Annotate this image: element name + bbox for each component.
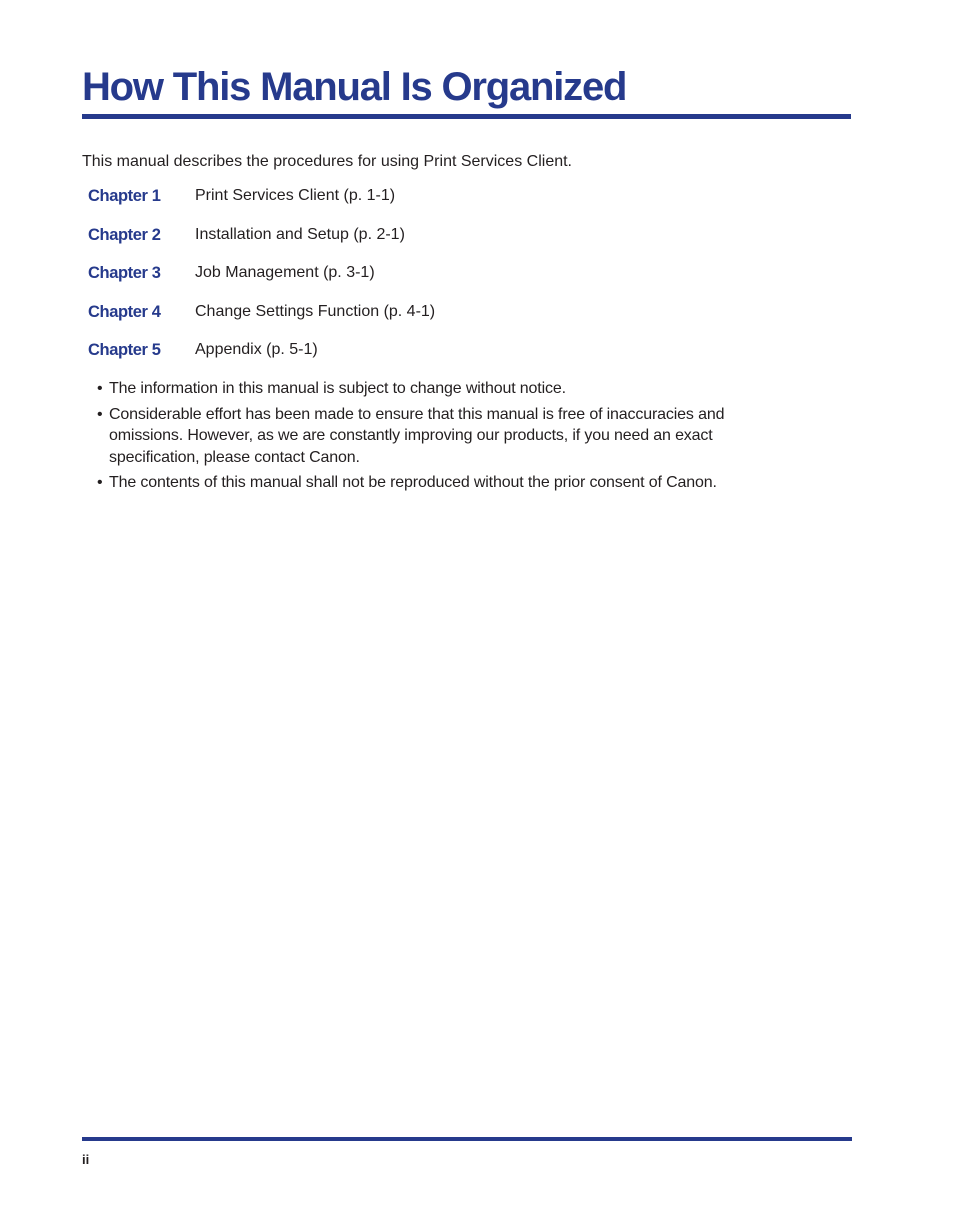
note-item <box>97 404 797 469</box>
chapter-item <box>88 184 435 223</box>
chapter-label: Chapter 4 <box>88 302 161 321</box>
chapter-label: Chapter 2 <box>88 225 161 244</box>
page-number: ii <box>82 1152 90 1167</box>
title-divider <box>82 114 851 119</box>
bullet-icon: • <box>97 380 103 397</box>
notes-list <box>97 378 797 498</box>
note-item <box>97 472 797 494</box>
chapter-item <box>88 338 435 377</box>
chapter-item <box>88 300 435 339</box>
chapter-title: Print Services Client (p. 1-1) <box>195 187 396 204</box>
chapter-label: Chapter 5 <box>88 341 161 359</box>
chapter-list <box>88 184 435 377</box>
chapter-title: Installation and Setup (p. 2-1) <box>195 225 405 243</box>
intro-paragraph: This manual describes the procedures for using Print Services Client. <box>82 153 572 170</box>
chapter-title: Change Settings Function (p. 4-1) <box>195 302 436 320</box>
chapter-title: Job Management (p. 3-1) <box>195 264 375 281</box>
chapter-item <box>88 223 435 262</box>
footer-divider <box>82 1137 852 1141</box>
note-text: Considerable effort has been made to ensure that this manual is free of inaccuracies and omissions. However, as we are constantly improving our products, if you need an exact specification, please contact Canon. <box>109 405 725 466</box>
bullet-icon: • <box>97 474 103 491</box>
chapter-item <box>88 261 435 300</box>
note-text: The information in this manual is subject to change without notice. <box>109 380 566 397</box>
note-text: The contents of this manual shall not be reproduced without the prior consent of Canon. <box>109 474 717 491</box>
note-item <box>97 378 797 400</box>
chapter-title: Appendix (p. 5-1) <box>195 341 318 358</box>
page-title: How This Manual Is Organized <box>82 65 627 109</box>
bullet-icon: • <box>97 405 103 423</box>
chapter-label: Chapter 3 <box>88 264 161 282</box>
chapter-label: Chapter 1 <box>88 187 161 205</box>
